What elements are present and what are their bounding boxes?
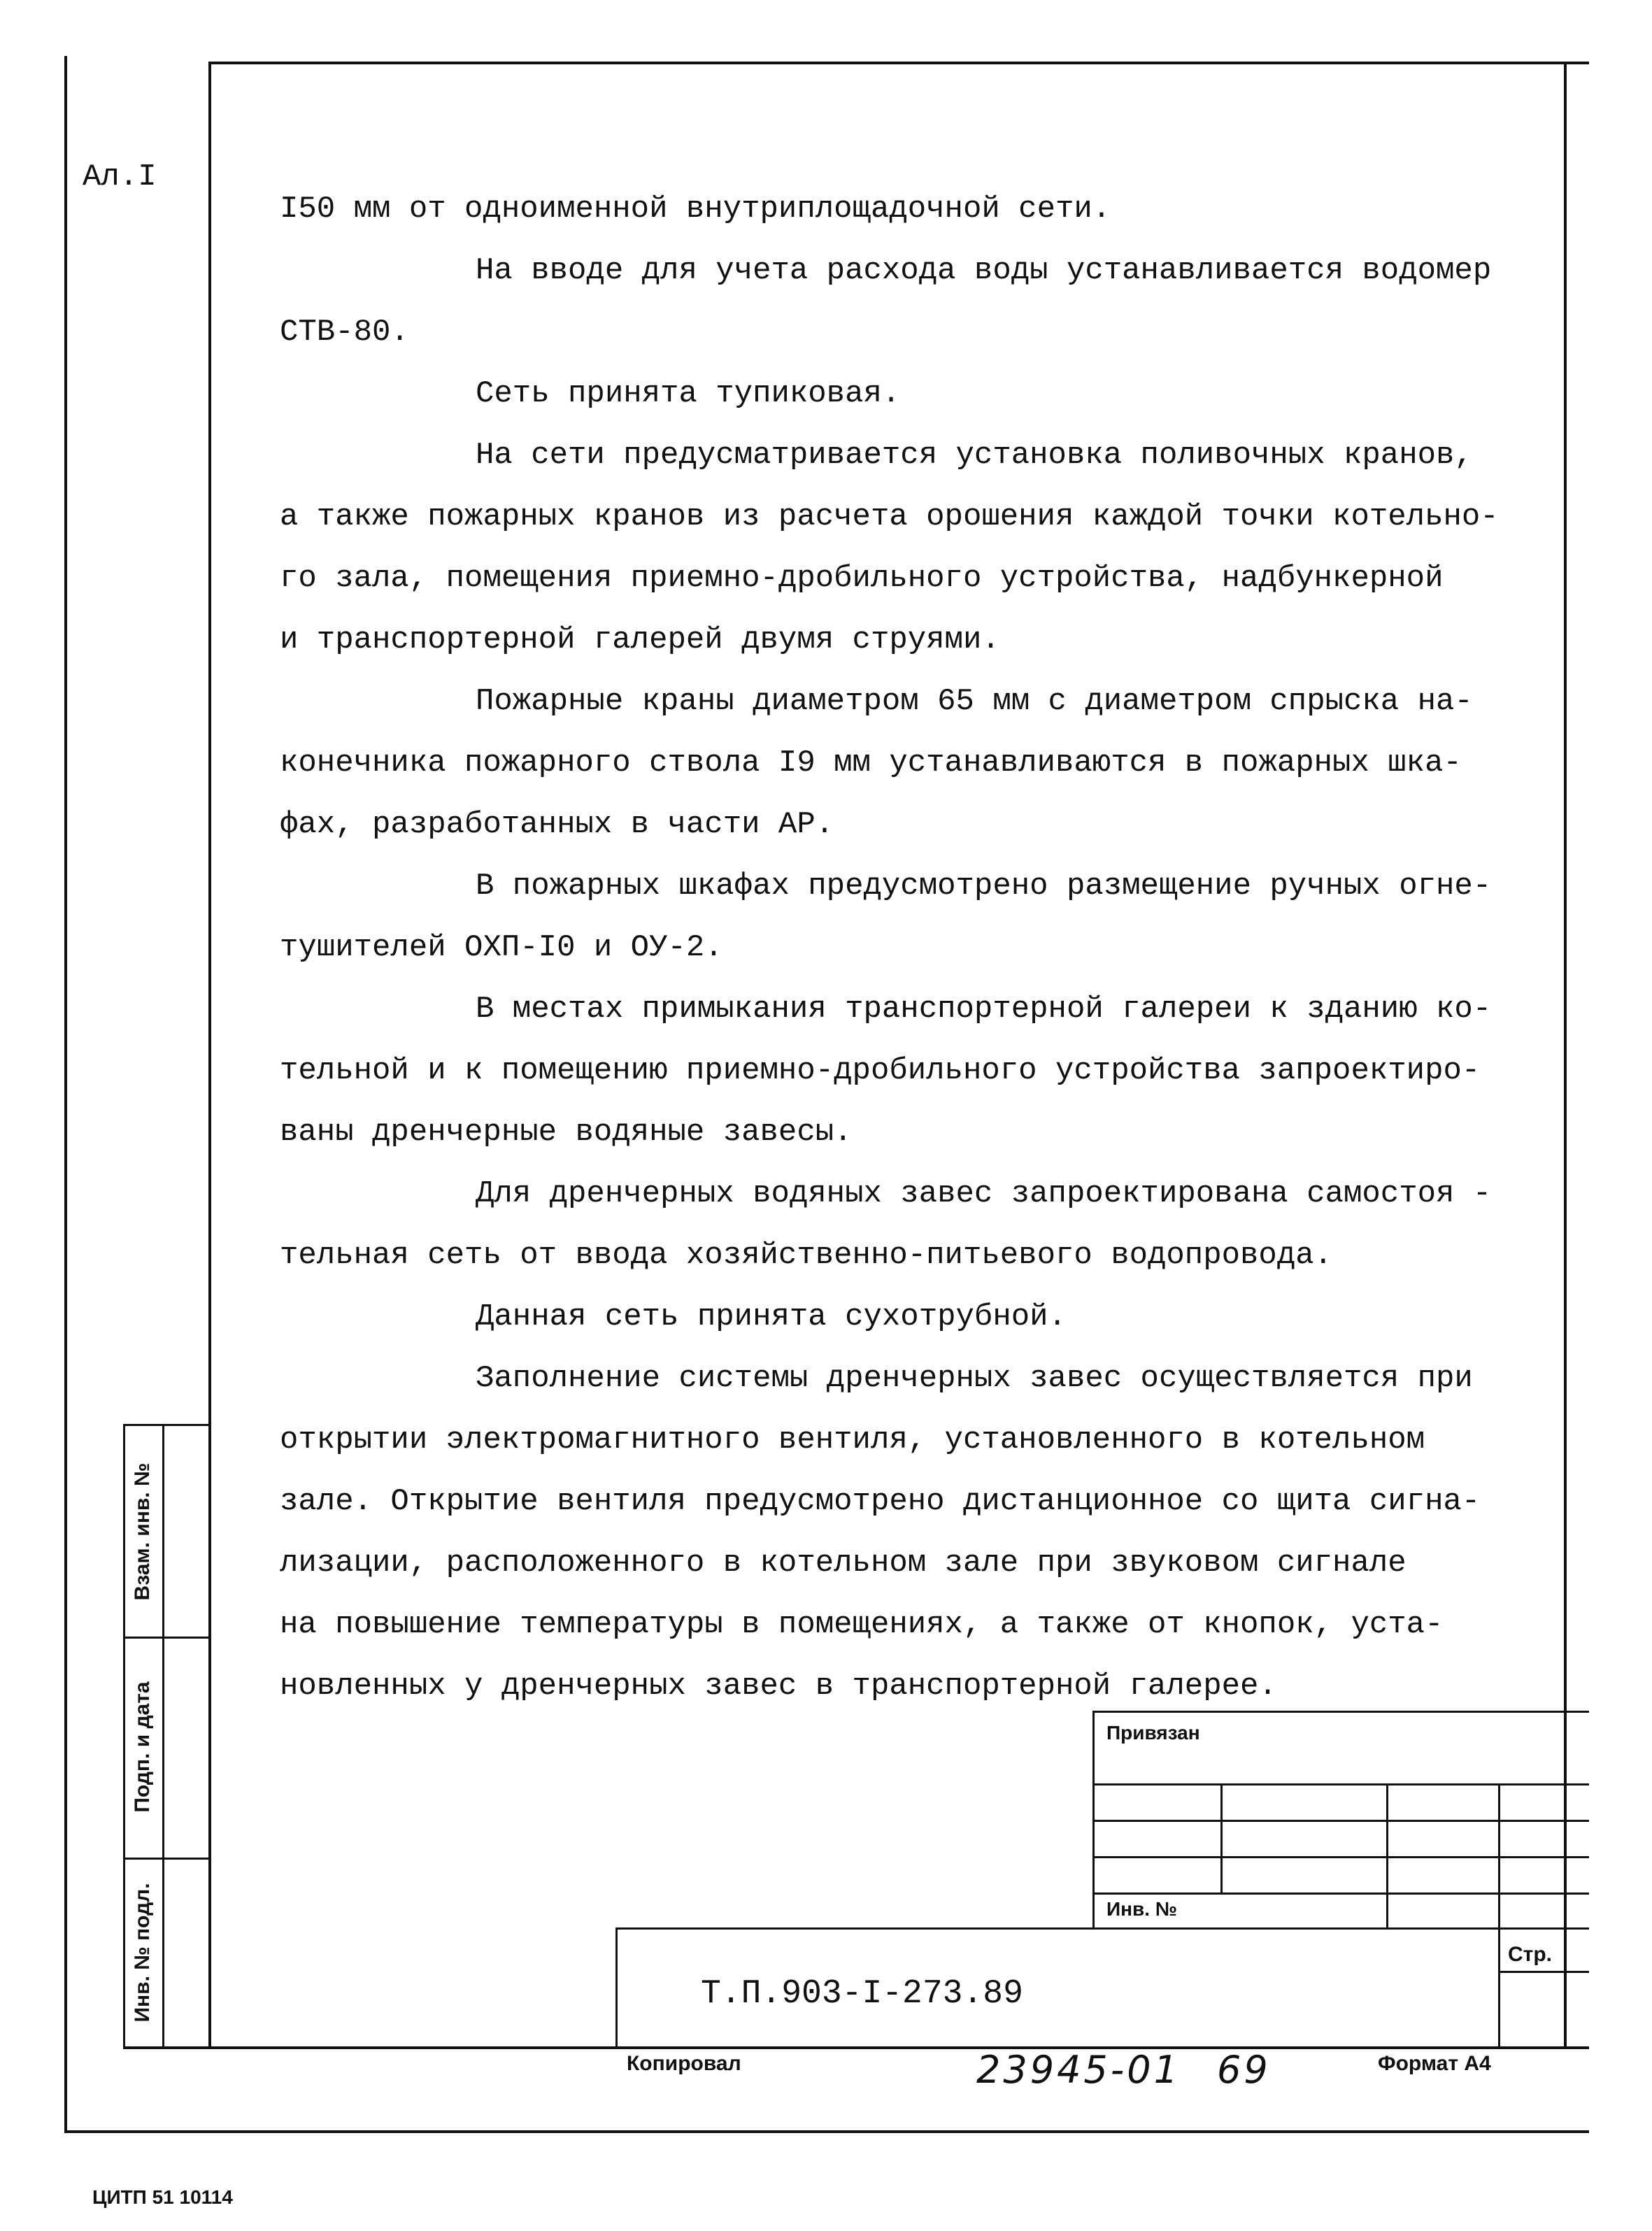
- text-line: го зала, помещения приемно-дробильного устройства, надбункерной: [280, 561, 1444, 596]
- text-line: СТВ-80.: [280, 315, 409, 350]
- text-line: на повышение температуры в помещениях, а также от кнопок, уста-: [280, 1607, 1444, 1642]
- privyazan-row-1: [1092, 1783, 1589, 1785]
- privyazan-col-3: [1498, 1783, 1500, 1929]
- body-text: [280, 178, 1553, 1717]
- sheet-label: Ал.I: [83, 159, 157, 194]
- side-stamp-divider-1: [123, 1637, 210, 1639]
- text-line: Для дренчерных водяных завес запроектирована самостоя -: [476, 1176, 1492, 1211]
- title-block-page-row: [1498, 1971, 1589, 1973]
- text-line: лизации, расположенного в котельном зале при звуковом сигнале: [280, 1546, 1407, 1581]
- text-line: I50 мм от одноименной внутриплощадочной сети.: [280, 192, 1111, 227]
- kopiroval-label: Копировал: [627, 2052, 741, 2075]
- title-block-top: [615, 1927, 1589, 1930]
- privyazan-row-4: [1092, 1893, 1589, 1895]
- document-code: Т.П.903-I-273.89: [701, 1975, 1023, 2013]
- text-line: Заполнение системы дренчерных завес осуществляется при: [476, 1361, 1473, 1396]
- side-stamp-top-line: [123, 1424, 210, 1426]
- text-line: На сети предусматривается установка поливочных кранов,: [476, 438, 1473, 473]
- side-label-vzam-inv: Взам. инв. №: [131, 1462, 154, 1601]
- frame-left: [208, 62, 211, 2049]
- text-line: Данная сеть принята сухотрубной.: [476, 1299, 1067, 1334]
- frame-top: [210, 62, 1589, 64]
- privyazan-col-1: [1220, 1783, 1223, 1893]
- text-line: тельная сеть от ввода хозяйственно-питьевого водопровода.: [280, 1238, 1333, 1273]
- text-line: В пожарных шкафах предусмотрено размещение ручных огне-: [476, 869, 1492, 904]
- privyazan-row-2: [1092, 1820, 1589, 1822]
- privyazan-col-2: [1386, 1783, 1388, 1929]
- text-line: и транспортерной галерей двумя струями.: [280, 622, 1000, 657]
- text-line: В местах примыкания транспортерной галереи к зданию ко-: [476, 992, 1492, 1027]
- text-line: открытии электромагнитного вентиля, установленного в котельном: [280, 1423, 1425, 1457]
- side-stamp-left-line: [123, 1424, 125, 2048]
- title-block-page-col: [1498, 1927, 1500, 2049]
- text-line: Сеть принята тупиковая.: [476, 376, 901, 411]
- page-label: Стр.: [1508, 1943, 1553, 1966]
- privyazan-label: Привязан: [1106, 1722, 1200, 1744]
- text-line: На вводе для учета расхода воды устанавливается водомер: [476, 253, 1492, 288]
- printer-mark: ЦИТП 51 10114: [92, 2186, 233, 2208]
- order-number: 23945-01: [976, 2048, 1181, 2092]
- text-line: фах, разработанных в части АР.: [280, 807, 834, 842]
- frame-bottom: [123, 2046, 1589, 2049]
- text-line: а также пожарных кранов из расчета орошения каждой точки котельно-: [280, 499, 1499, 534]
- format-label: Формат А4: [1378, 2052, 1491, 2075]
- text-line: конечника пожарного ствола I9 мм устанавливаются в пожарных шка-: [280, 746, 1462, 781]
- title-block-left: [615, 1927, 618, 2049]
- bottom-trim-line: [64, 2130, 1589, 2133]
- privyazan-top-line: [1092, 1711, 1589, 1713]
- outer-left-border: [64, 56, 67, 2133]
- side-stamp-divider-2: [123, 1858, 210, 1860]
- frame-right: [1564, 64, 1567, 2049]
- text-line: новленных у дренчерных завес в транспортерной галерее.: [280, 1669, 1277, 1704]
- text-line: тельной и к помещению приемно-дробильного устройства запроектиро-: [280, 1053, 1481, 1088]
- text-line: тушителей ОХП-I0 и ОУ-2.: [280, 930, 723, 965]
- side-label-podp-data: Подп. и дата: [131, 1681, 154, 1813]
- inv-no-label: Инв. №: [1106, 1898, 1178, 1920]
- side-label-inv-podl: Инв. № подл.: [131, 1883, 154, 2023]
- text-line: ваны дренчерные водяные завесы.: [280, 1115, 853, 1150]
- side-stamp-inner-line: [162, 1424, 164, 2048]
- text-line: зале. Открытие вентиля предусмотрено дистанционное со щита сигна-: [280, 1484, 1481, 1519]
- page-number: 69: [1217, 2048, 1271, 2092]
- privyazan-row-3: [1092, 1856, 1589, 1858]
- text-line: Пожарные краны диаметром 65 мм с диаметром спрыска на-: [476, 684, 1473, 719]
